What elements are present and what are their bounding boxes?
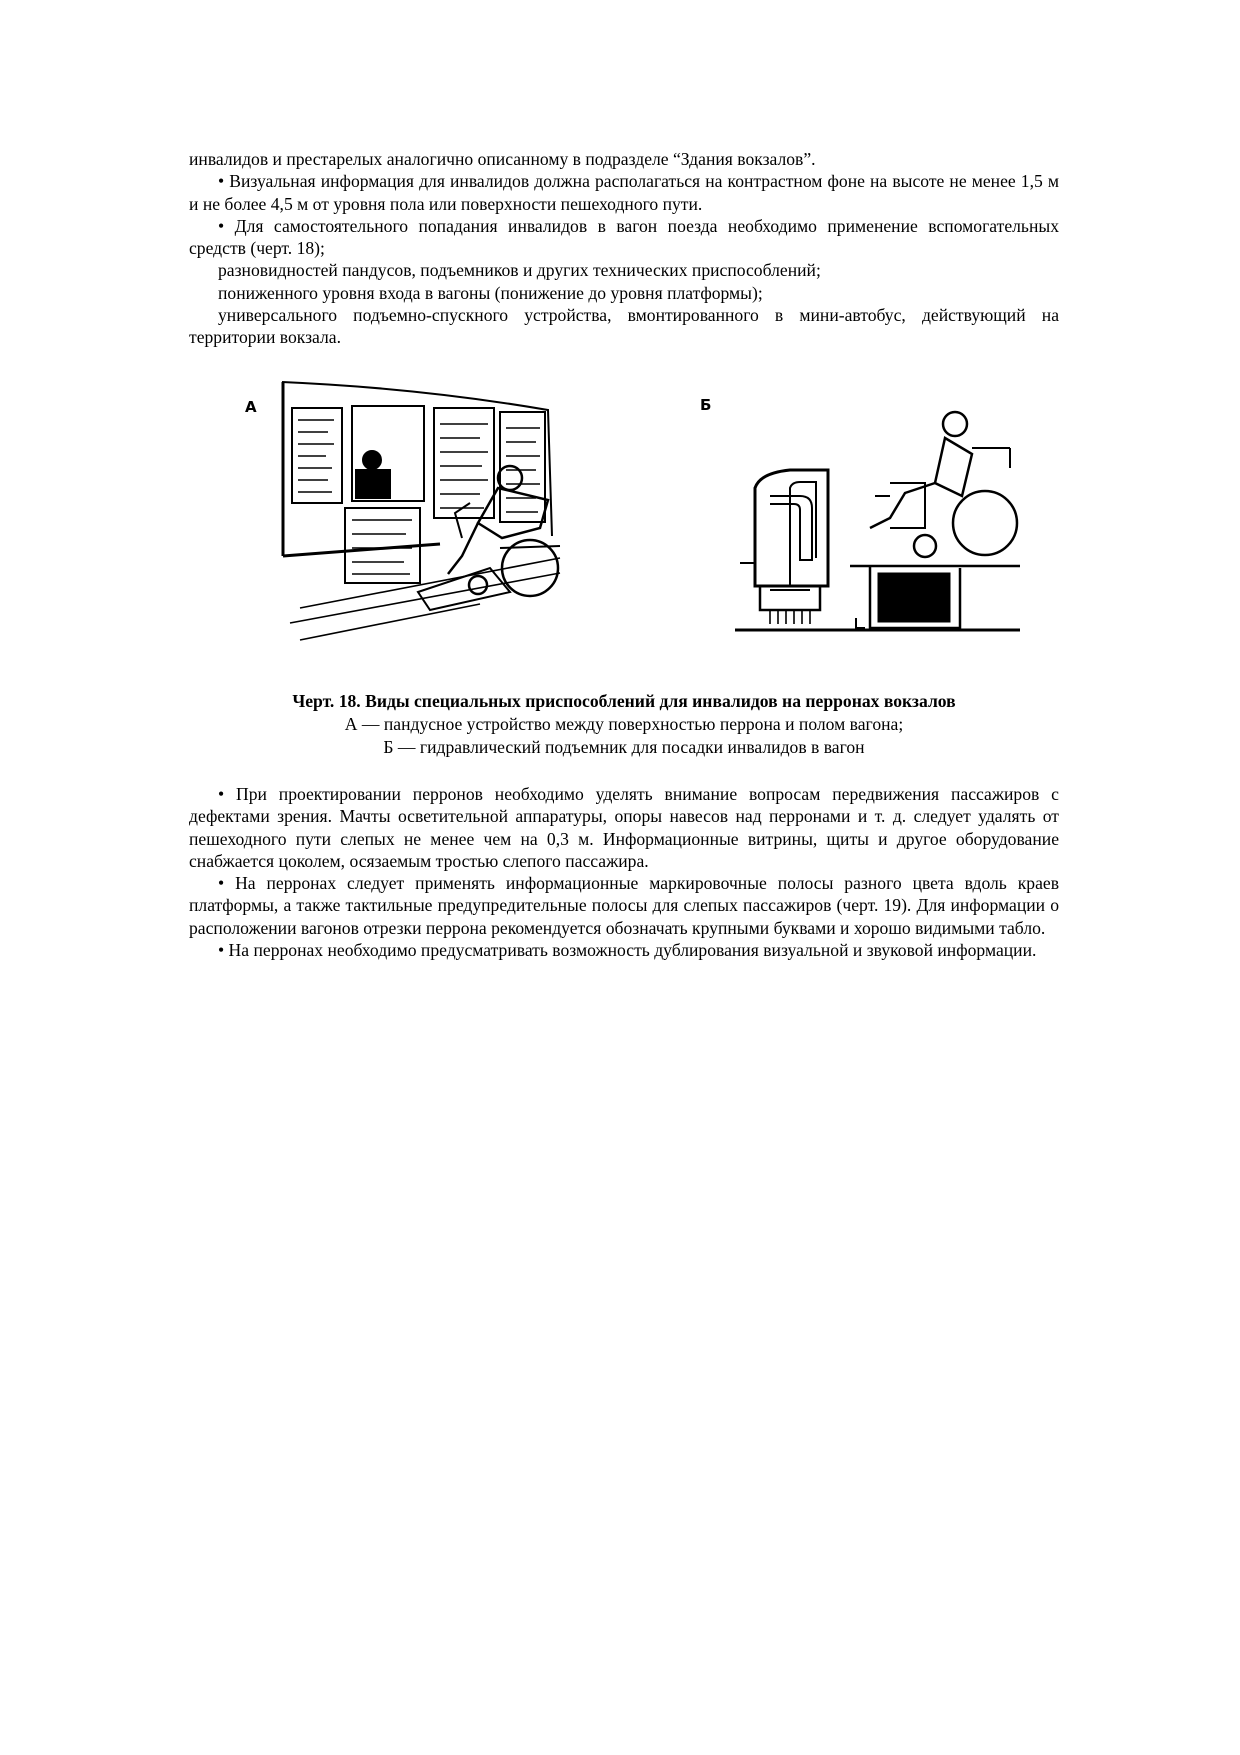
figure-caption	[189, 690, 1059, 759]
paragraph: инвалидов и престарелых аналогично описанному в подразделе “Здания вокзалов”.	[189, 149, 816, 169]
paragraph: • При проектировании перронов необходимо уделять внимание вопросам передвижения пассажиров с дефектами зрения. Мачты осветительной аппаратуры, опоры навесов над перронами и т. д. следует удалять от пешеходного пути слепых не менее чем на 0,3 м. Информационные витрины, щиты и другое оборудование снабжается цоколем, осязаемым тростью слепого пассажира.	[189, 784, 1059, 871]
figure-label-a: А	[245, 398, 257, 416]
caption-line-b: Б — гидравлический подъемник для посадки инвалидов в вагон	[383, 737, 865, 757]
top-text-block	[189, 148, 1059, 349]
lift-drawing	[735, 412, 1020, 630]
figure-18	[0, 378, 1240, 668]
paragraph: • На перронах следует применять информационные маркировочные полосы разного цвета вдоль краев платформы, а также тактильные предупредительные полосы для слепых пассажиров (черт. 19). Для информации о расположении вагонов отрезки перрона рекомендуется обозначать крупными буквами и хорошо видимыми табло.	[189, 873, 1059, 938]
paragraph: разновидностей пандусов, подъемников и других технических приспособлений;	[218, 260, 821, 281]
paragraph: • Для самостоятельного попадания инвалидов в вагон поезда необходимо применение вспомогательных средств (черт. 18);	[189, 215, 1059, 259]
ramp-drawing	[282, 382, 560, 640]
paragraph: пониженного уровня входа в вагоны (понижение до уровня платформы);	[218, 282, 763, 303]
figure-label-b: Б	[700, 396, 712, 414]
paragraph: • На перронах необходимо предусматривать возможность дублирования визуальной и звуковой информации.	[218, 940, 1037, 961]
paragraph: универсального подъемно-спускного устройства, вмонтированного в мини-автобус, действующий на территории вокзала.	[189, 305, 1059, 348]
caption-line-a: А — пандусное устройство между поверхностью перрона и полом вагона;	[344, 714, 904, 734]
caption-title: Черт. 18. Виды специальных приспособлений для инвалидов на перронах вокзалов	[292, 691, 956, 711]
bottom-text-block	[189, 783, 1059, 961]
paragraph: • Визуальная информация для инвалидов должна располагаться на контрастном фоне на высоте не менее 1,5 м и не более 4,5 м от уровня пола или поверхности пешеходного пути.	[189, 171, 1059, 214]
figure-illustration	[0, 378, 1240, 668]
